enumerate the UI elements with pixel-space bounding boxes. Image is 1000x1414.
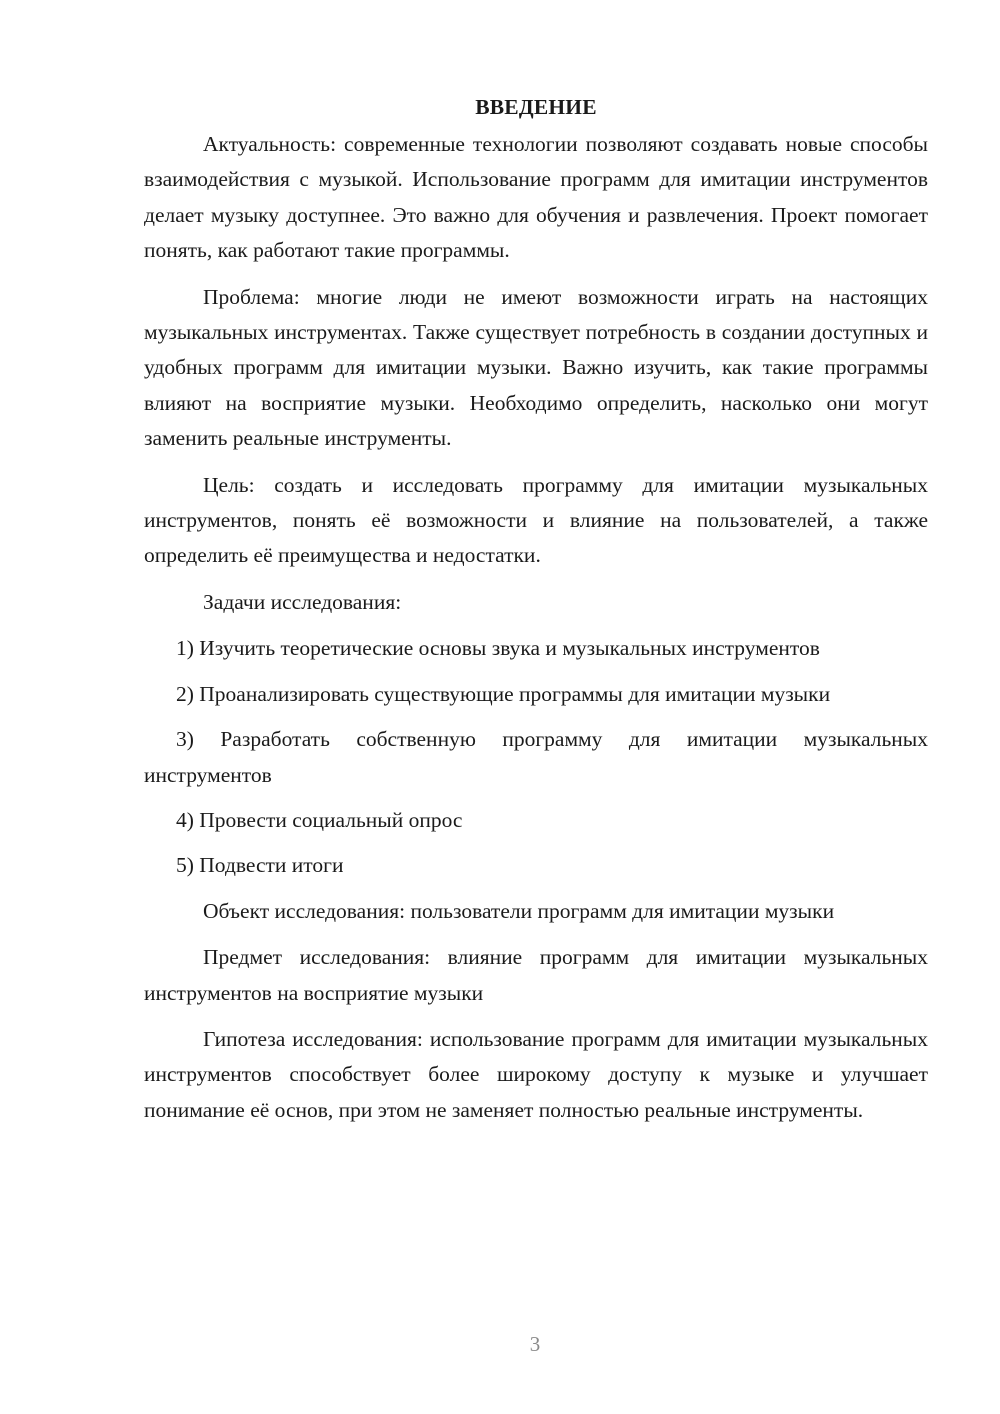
list-item: 3) Разработать собственную программу для имитации музыкальных инструментов [144,727,928,787]
section-title: ВВЕДЕНИЕ [475,95,597,119]
paragraph-hypothesis: Гипотеза исследования: использование программ для имитации музыкальных инструментов способствует более широкому доступу к музыке и улучшает понимание её основ, при этом не заменяет полностью реальные инструменты. [144,1026,928,1122]
document-page [144,90,928,1139]
list-item: 1) Изучить теоретические основы звука и музыкальных инструментов [176,636,820,661]
tasks-heading: Задачи исследования: [203,589,402,614]
list-item: 5) Подвести итоги [176,853,344,878]
paragraph-relevance: Актуальность: современные технологии позволяют создавать новые способы взаимодействия с музыкой. Использование программ для имитации инструментов делает музыку доступнее. Это важно для обучения и развлечения. Проект помогает понять, как работают такие программы. [144,132,928,263]
paragraph-subject: Предмет исследования: влияние программ для имитации музыкальных инструментов на восприятие музыки [144,945,928,1005]
page-number: 3 [529,1332,541,1356]
paragraph-problem: Проблема: многие люди не имеют возможности играть на настоящих музыкальных инструментах. Также существует потребность в создании доступных и удобных программ для имитации музыки. Важно изучить, как такие программы влияют на восприятие музыки. Необходимо определить, насколько они могут заменить реальные инструменты. [144,284,928,451]
paragraph-goal: Цель: создать и исследовать программу для имитации музыкальных инструментов, понять её возможности и влияние на пользователей, а также определить её преимущества и недостатки. [144,472,928,568]
paragraph-object: Объект исследования: пользователи программ для имитации музыки [203,898,835,923]
tasks-list [144,631,928,883]
list-item: 4) Провести социальный опрос [176,807,463,832]
list-item: 2) Проанализировать существующие программы для имитации музыки [176,681,831,706]
